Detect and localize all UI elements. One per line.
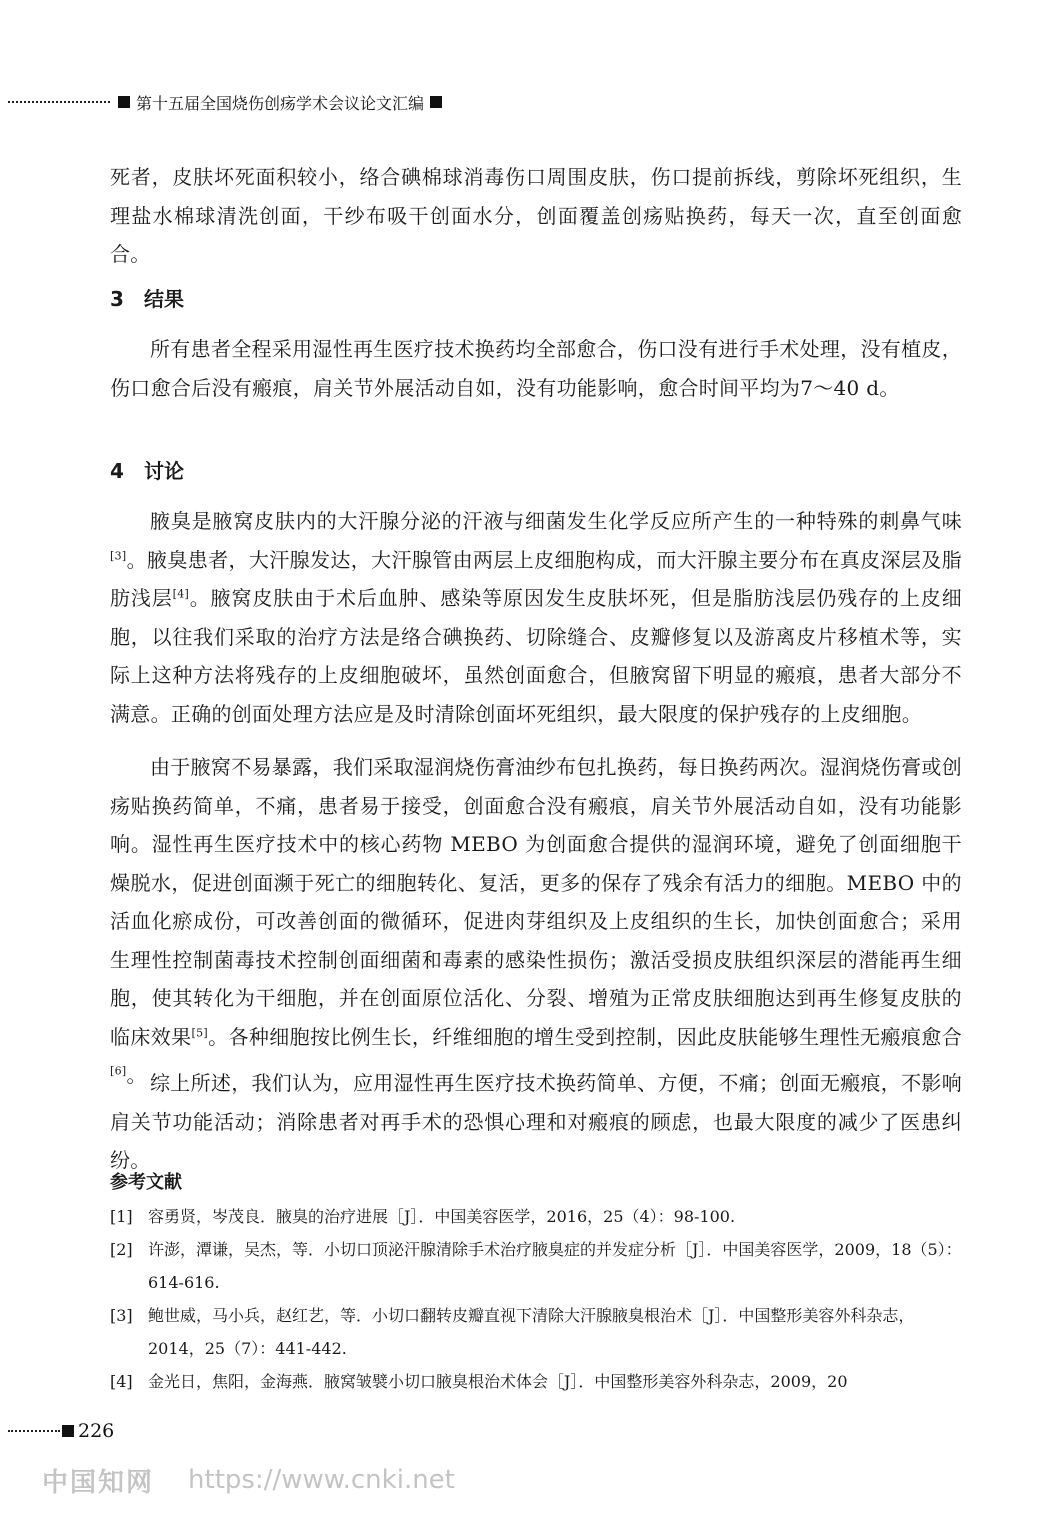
reference-item xyxy=(110,1299,965,1365)
reference-label: [2] xyxy=(110,1240,133,1259)
section-heading-discussion xyxy=(110,455,184,484)
footer-dotted-leader xyxy=(8,1430,60,1432)
reference-label: [1] xyxy=(110,1207,133,1226)
header-title: 第十五届全国烧伤创疡学术会议论文汇编 xyxy=(136,93,425,113)
citation-4: [4] xyxy=(172,587,190,601)
reference-list xyxy=(110,1200,965,1398)
watermark-logo: 中国知网 xyxy=(42,1467,155,1498)
header-dotted-leader xyxy=(8,101,110,103)
page-number: 226 xyxy=(78,1420,115,1442)
reference-item xyxy=(110,1365,965,1398)
section-number: 4 xyxy=(110,459,124,483)
paragraph-text: 。各种细胞按比例生长，纤维细胞的增生受到控制，因此皮肤能够生理性无瘢痕愈合 xyxy=(208,1024,962,1049)
intro-paragraph: 死者，皮肤坏死面积较小，络合碘棉球消毒伤口周围皮肤，伤口提前拆线，剪除坏死组织，生理盐水棉球清洗创面，干纱布吸干创面水分，创面覆盖创疡贴换药，每天一次，直至创面愈合。 xyxy=(110,165,962,266)
conclusion-paragraph: 综上所述，我们认为，应用湿性再生医疗技术换药简单、方便，不痛；创面无瘢痕，不影响肩关节功能活动；消除患者对再手术的恐惧心理和对瘢痕的顾虑，也最大限度的减少了医患纠纷。 xyxy=(110,1071,962,1172)
citation-5: [5] xyxy=(191,1025,208,1039)
paragraph-text: 。腋窝皮肤由于术后血肿、感染等原因发生皮肤坏死，但是脂肪浅层仍残存的上皮细胞，以往我们采取的治疗方法是络合碘换药、切除缝合、皮瓣修复以及游离皮片移植术等，实际上这种方法将残存的上皮细胞破坏，虽然创面愈合，但腋窝留下明显的瘢痕，患者大部分不满意。正确的创面处理方法应是及时清除创面坏死组织，最大限度的保护残存的上皮细胞。 xyxy=(110,586,962,726)
reference-text: 容勇贤，岑茂良．腋臭的治疗进展［J］．中国美容医学，2016，25（4）：98-100. xyxy=(148,1207,736,1226)
square-bullet-icon xyxy=(430,96,442,108)
paragraph-text: 。 xyxy=(126,1063,147,1087)
reference-item xyxy=(110,1200,965,1233)
reference-text: 金光日，焦阳，金海燕．腋窝皱襞小切口腋臭根治术体会［J］．中国整形美容外科杂志，2009，20 xyxy=(148,1372,848,1391)
paragraph-text: 由于腋窝不易暴露，我们采取湿润烧伤膏油纱布包扎换药，每日换药两次。湿润烧伤膏或创疡贴换药简单，不痛，患者易于接受，创面愈合没有瘢痕，肩关节外展活动自如，没有功能影响。湿性再生医疗技术中的核心药物 MEBO 为创面愈合提供的湿润环境，避免了创面细胞干燥脱水，促进创面濒于死亡的细胞转化、复活，更多的保存了残余有活力的细胞。MEBO 中的活血化瘀成份，可改善创面的微循环，促进肉芽组织及上皮组织的生长，加快创面愈合；采用生理性控制菌毒技术控制创面细菌和毒素的感染性损伤；激活受损皮肤组织深层的潜能再生细胞，使其转化为干细胞，并在创面原位活化、分裂、增殖为正常皮肤细胞达到再生修复皮肤的临床效果 xyxy=(110,755,962,1049)
citation-3: [3] xyxy=(110,548,127,562)
discussion-paragraph-1 xyxy=(110,502,962,733)
results-paragraph: 所有患者全程采用湿性再生医疗技术换药均全部愈合，伤口没有进行手术处理，没有植皮，伤口愈合后没有瘢痕，肩关节外展活动自如，没有功能影响，愈合时间平均为7～40 d。 xyxy=(110,337,962,400)
section-number: 3 xyxy=(110,287,124,311)
section-title: 结果 xyxy=(144,287,184,311)
cnki-watermark xyxy=(42,1460,455,1500)
running-header xyxy=(8,89,908,115)
square-bullet-icon xyxy=(62,1425,74,1437)
section-title: 讨论 xyxy=(144,459,184,483)
section-heading-results xyxy=(110,283,184,312)
paragraph-text: 腋臭是腋窝皮肤内的大汗腺分泌的汗液与细菌发生化学反应所产生的一种特殊的刺鼻气味 xyxy=(150,509,962,533)
references-heading: 参考文献 xyxy=(110,1172,182,1193)
reference-text: 许澎，潭谦，吴杰，等．小切口顶泌汗腺清除手术治疗腋臭症的并发症分析［J］．中国美容医学，2009，18（5）：614-616. xyxy=(148,1240,962,1292)
discussion-paragraph-2 xyxy=(110,748,962,1095)
watermark-url: https://www.cnki.net xyxy=(188,1465,455,1495)
paragraph-text: 。腋臭患者，大汗腺发达，大汗腺管由两层上皮细胞构成，而大汗腺主要分布在真皮深层及脂肪浅层 xyxy=(110,547,962,610)
citation-6: [6] xyxy=(110,1064,127,1078)
reference-text: 鲍世威，马小兵，赵红艺，等．小切口翻转皮瓣直视下清除大汗腺腋臭根治术［J］．中国整形美容外科杂志，2014，25（7）：441-442. xyxy=(148,1306,915,1358)
reference-label: [3] xyxy=(110,1306,133,1325)
reference-item xyxy=(110,1233,965,1299)
reference-label: [4] xyxy=(110,1372,133,1391)
square-bullet-icon xyxy=(118,96,130,108)
page-footer xyxy=(8,1418,114,1444)
